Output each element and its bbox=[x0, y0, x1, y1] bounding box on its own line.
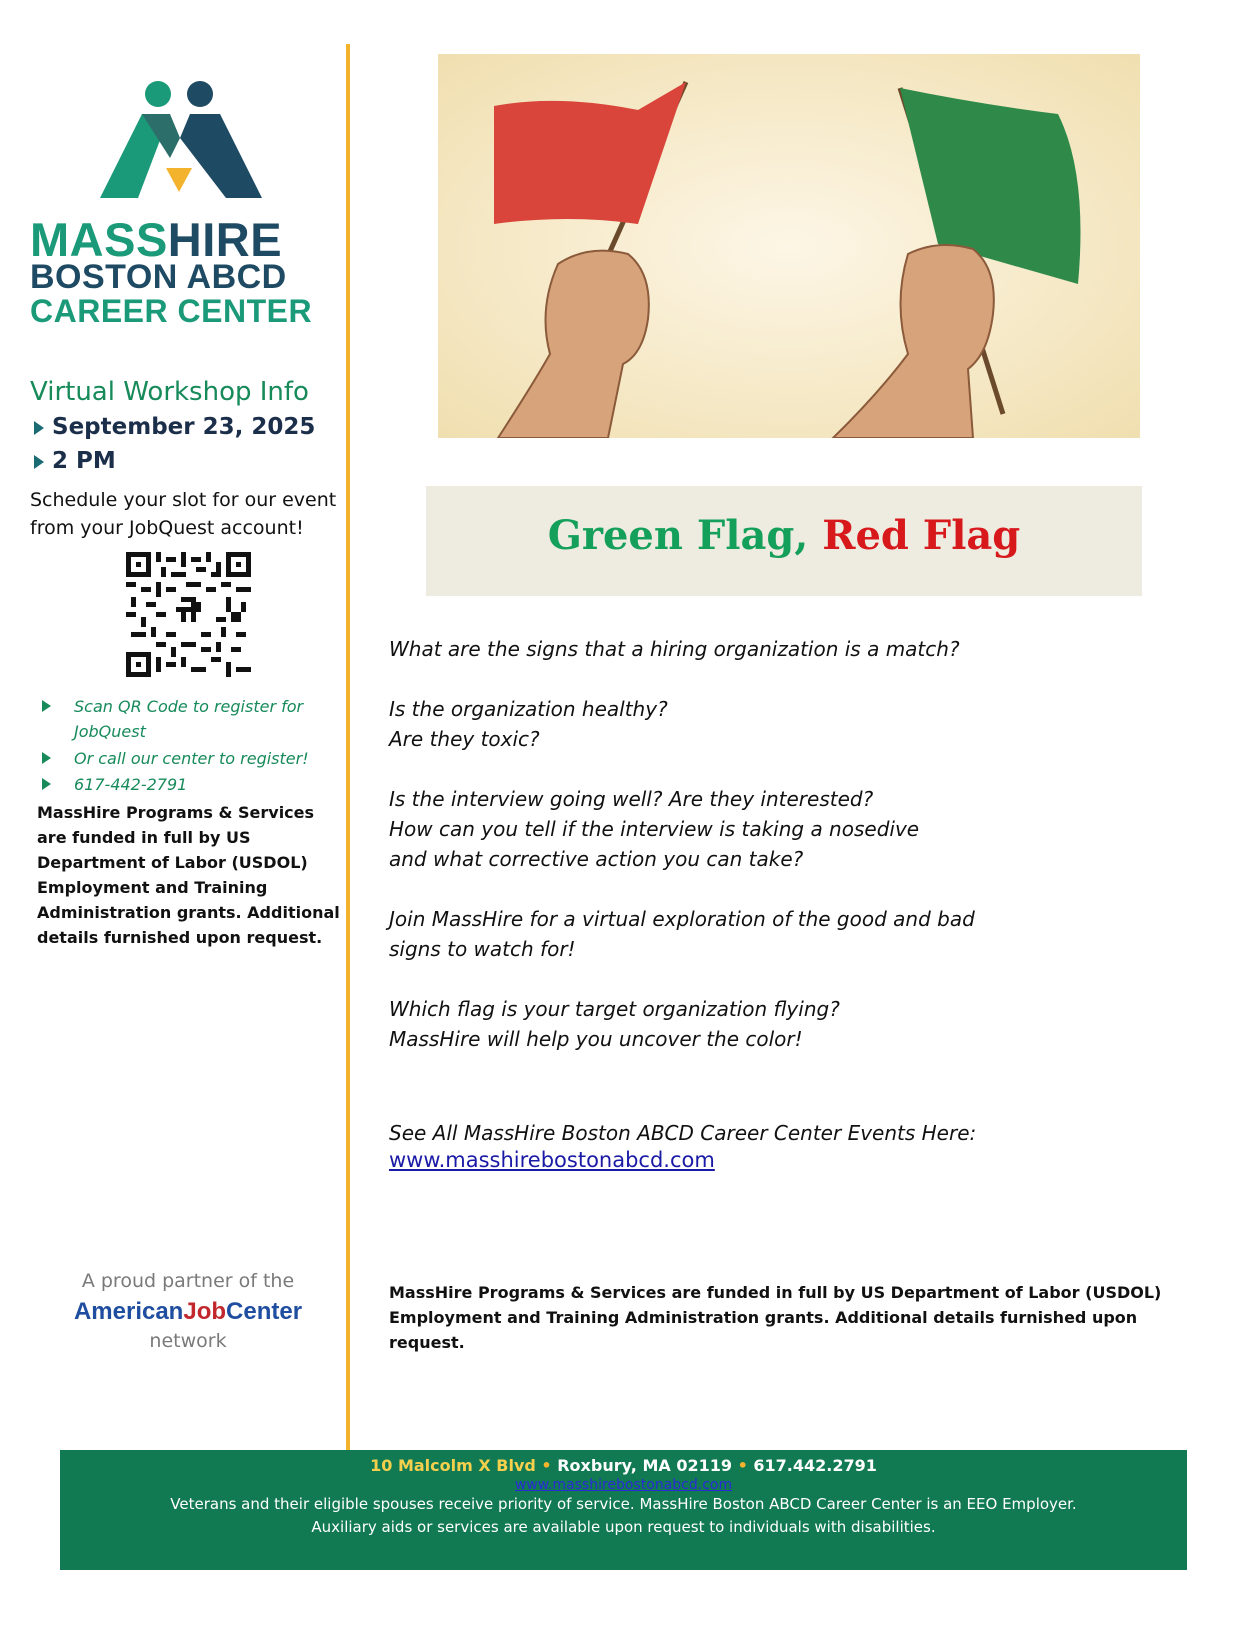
body-question-1: What are the signs that a hiring organization is a match? bbox=[389, 637, 960, 661]
title-red-flag: Red Flag bbox=[822, 512, 1021, 559]
footer-veterans-note: Veterans and their eligible spouses receive priority of service. MassHire Boston ABCD Career Center is an EEO Employer. bbox=[170, 1495, 1077, 1513]
body-question-2: Is the organization healthy? bbox=[389, 697, 668, 721]
workshop-time bbox=[34, 448, 116, 474]
main-funding-line-1: MassHire Programs & Services are funded in full by US Department of Labor (USDOL) bbox=[389, 1283, 1162, 1302]
footer-bar bbox=[60, 1450, 1187, 1570]
logo-career-center-text: CAREER CENTER bbox=[30, 293, 313, 329]
american-job-center-logo bbox=[48, 1298, 328, 1326]
footer-separator: • bbox=[541, 1456, 552, 1475]
body-question-5: How can you tell if the interview is taking a nosedive bbox=[389, 817, 920, 841]
event-title-banner bbox=[426, 486, 1142, 596]
partner-bottom-text: network bbox=[149, 1330, 227, 1352]
sidebar-divider bbox=[346, 44, 350, 1454]
qr-code-icon[interactable] bbox=[126, 552, 251, 677]
call-center-link-text[interactable]: Or call our center to register! bbox=[74, 749, 309, 768]
bullet-icon bbox=[42, 778, 51, 790]
body-question-4: Is the interview going well? Are they interested? bbox=[389, 787, 874, 811]
scan-qr-link-text[interactable]: Scan QR Code to register for JobQuest bbox=[74, 697, 304, 741]
main-funding-line-2: Employment and Training Administration grants. Additional details furnished upon request. bbox=[389, 1308, 1138, 1352]
phone-link-text[interactable]: 617-442-2791 bbox=[74, 775, 188, 794]
logo-boston-abcd-text: BOSTON ABCD bbox=[30, 258, 287, 296]
logo-mass-text: MASS bbox=[30, 213, 168, 266]
footer-accessibility-note: Auxiliary aids or services are available upon request to individuals with disabilities. bbox=[311, 1518, 936, 1536]
masshire-people-icon bbox=[30, 78, 340, 218]
workshop-date-text: September 23, 2025 bbox=[52, 414, 316, 440]
ajc-partner-logo bbox=[48, 1270, 328, 1352]
body-question-3: Are they toxic? bbox=[389, 727, 540, 751]
footer-phone: 617.442.2791 bbox=[753, 1456, 877, 1475]
bullet-icon bbox=[42, 700, 51, 712]
body-join-1: Join MassHire for a virtual exploration of the good and bad bbox=[389, 907, 975, 931]
footer-city: Roxbury, MA 02119 bbox=[557, 1456, 732, 1475]
sidebar-funding-text: MassHire Programs & Services are funded in full by US Department of Labor (USDOL) Employment and Training Administration grants. Additional details furnished upon request. bbox=[37, 803, 340, 947]
workshop-info-heading: Virtual Workshop Info bbox=[30, 377, 309, 407]
events-heading: See All MassHire Boston ABCD Career Center Events Here: bbox=[389, 1121, 977, 1145]
schedule-text: Schedule your slot for our event from your JobQuest account! bbox=[30, 489, 337, 539]
footer-website-link[interactable]: www.masshirebostonabcd.com bbox=[514, 1477, 733, 1493]
main-funding-text bbox=[389, 1280, 1189, 1355]
masshire-logo bbox=[30, 78, 340, 348]
footer-contact-line bbox=[60, 1456, 1187, 1475]
footer-address: 10 Malcolm X Blvd bbox=[370, 1456, 536, 1475]
partner-top-text: A proud partner of the bbox=[81, 1270, 295, 1292]
events-website-link[interactable]: www.masshirebostonabcd.com bbox=[389, 1148, 715, 1172]
bullet-icon bbox=[42, 752, 51, 764]
body-flag-1: Which flag is your target organization flying? bbox=[389, 997, 840, 1021]
workshop-date bbox=[34, 414, 315, 440]
partner-brand-job: Job bbox=[183, 1298, 227, 1325]
bullet-icon bbox=[34, 455, 44, 469]
body-flag-2: MassHire will help you uncover the color! bbox=[389, 1027, 803, 1051]
workshop-time-text: 2 PM bbox=[52, 448, 116, 474]
flags-illustration-icon bbox=[438, 54, 1140, 438]
body-question-6: and what corrective action you can take? bbox=[389, 847, 804, 871]
logo-hire-text: HIRE bbox=[167, 213, 283, 266]
footer-separator: • bbox=[737, 1456, 748, 1475]
partner-brand-center: Center bbox=[226, 1298, 303, 1325]
bullet-icon bbox=[34, 421, 44, 435]
event-title bbox=[426, 512, 1142, 559]
partner-brand-american: American bbox=[73, 1298, 184, 1325]
body-join-2: signs to watch for! bbox=[389, 937, 576, 961]
title-green-flag: Green Flag, bbox=[547, 512, 809, 559]
